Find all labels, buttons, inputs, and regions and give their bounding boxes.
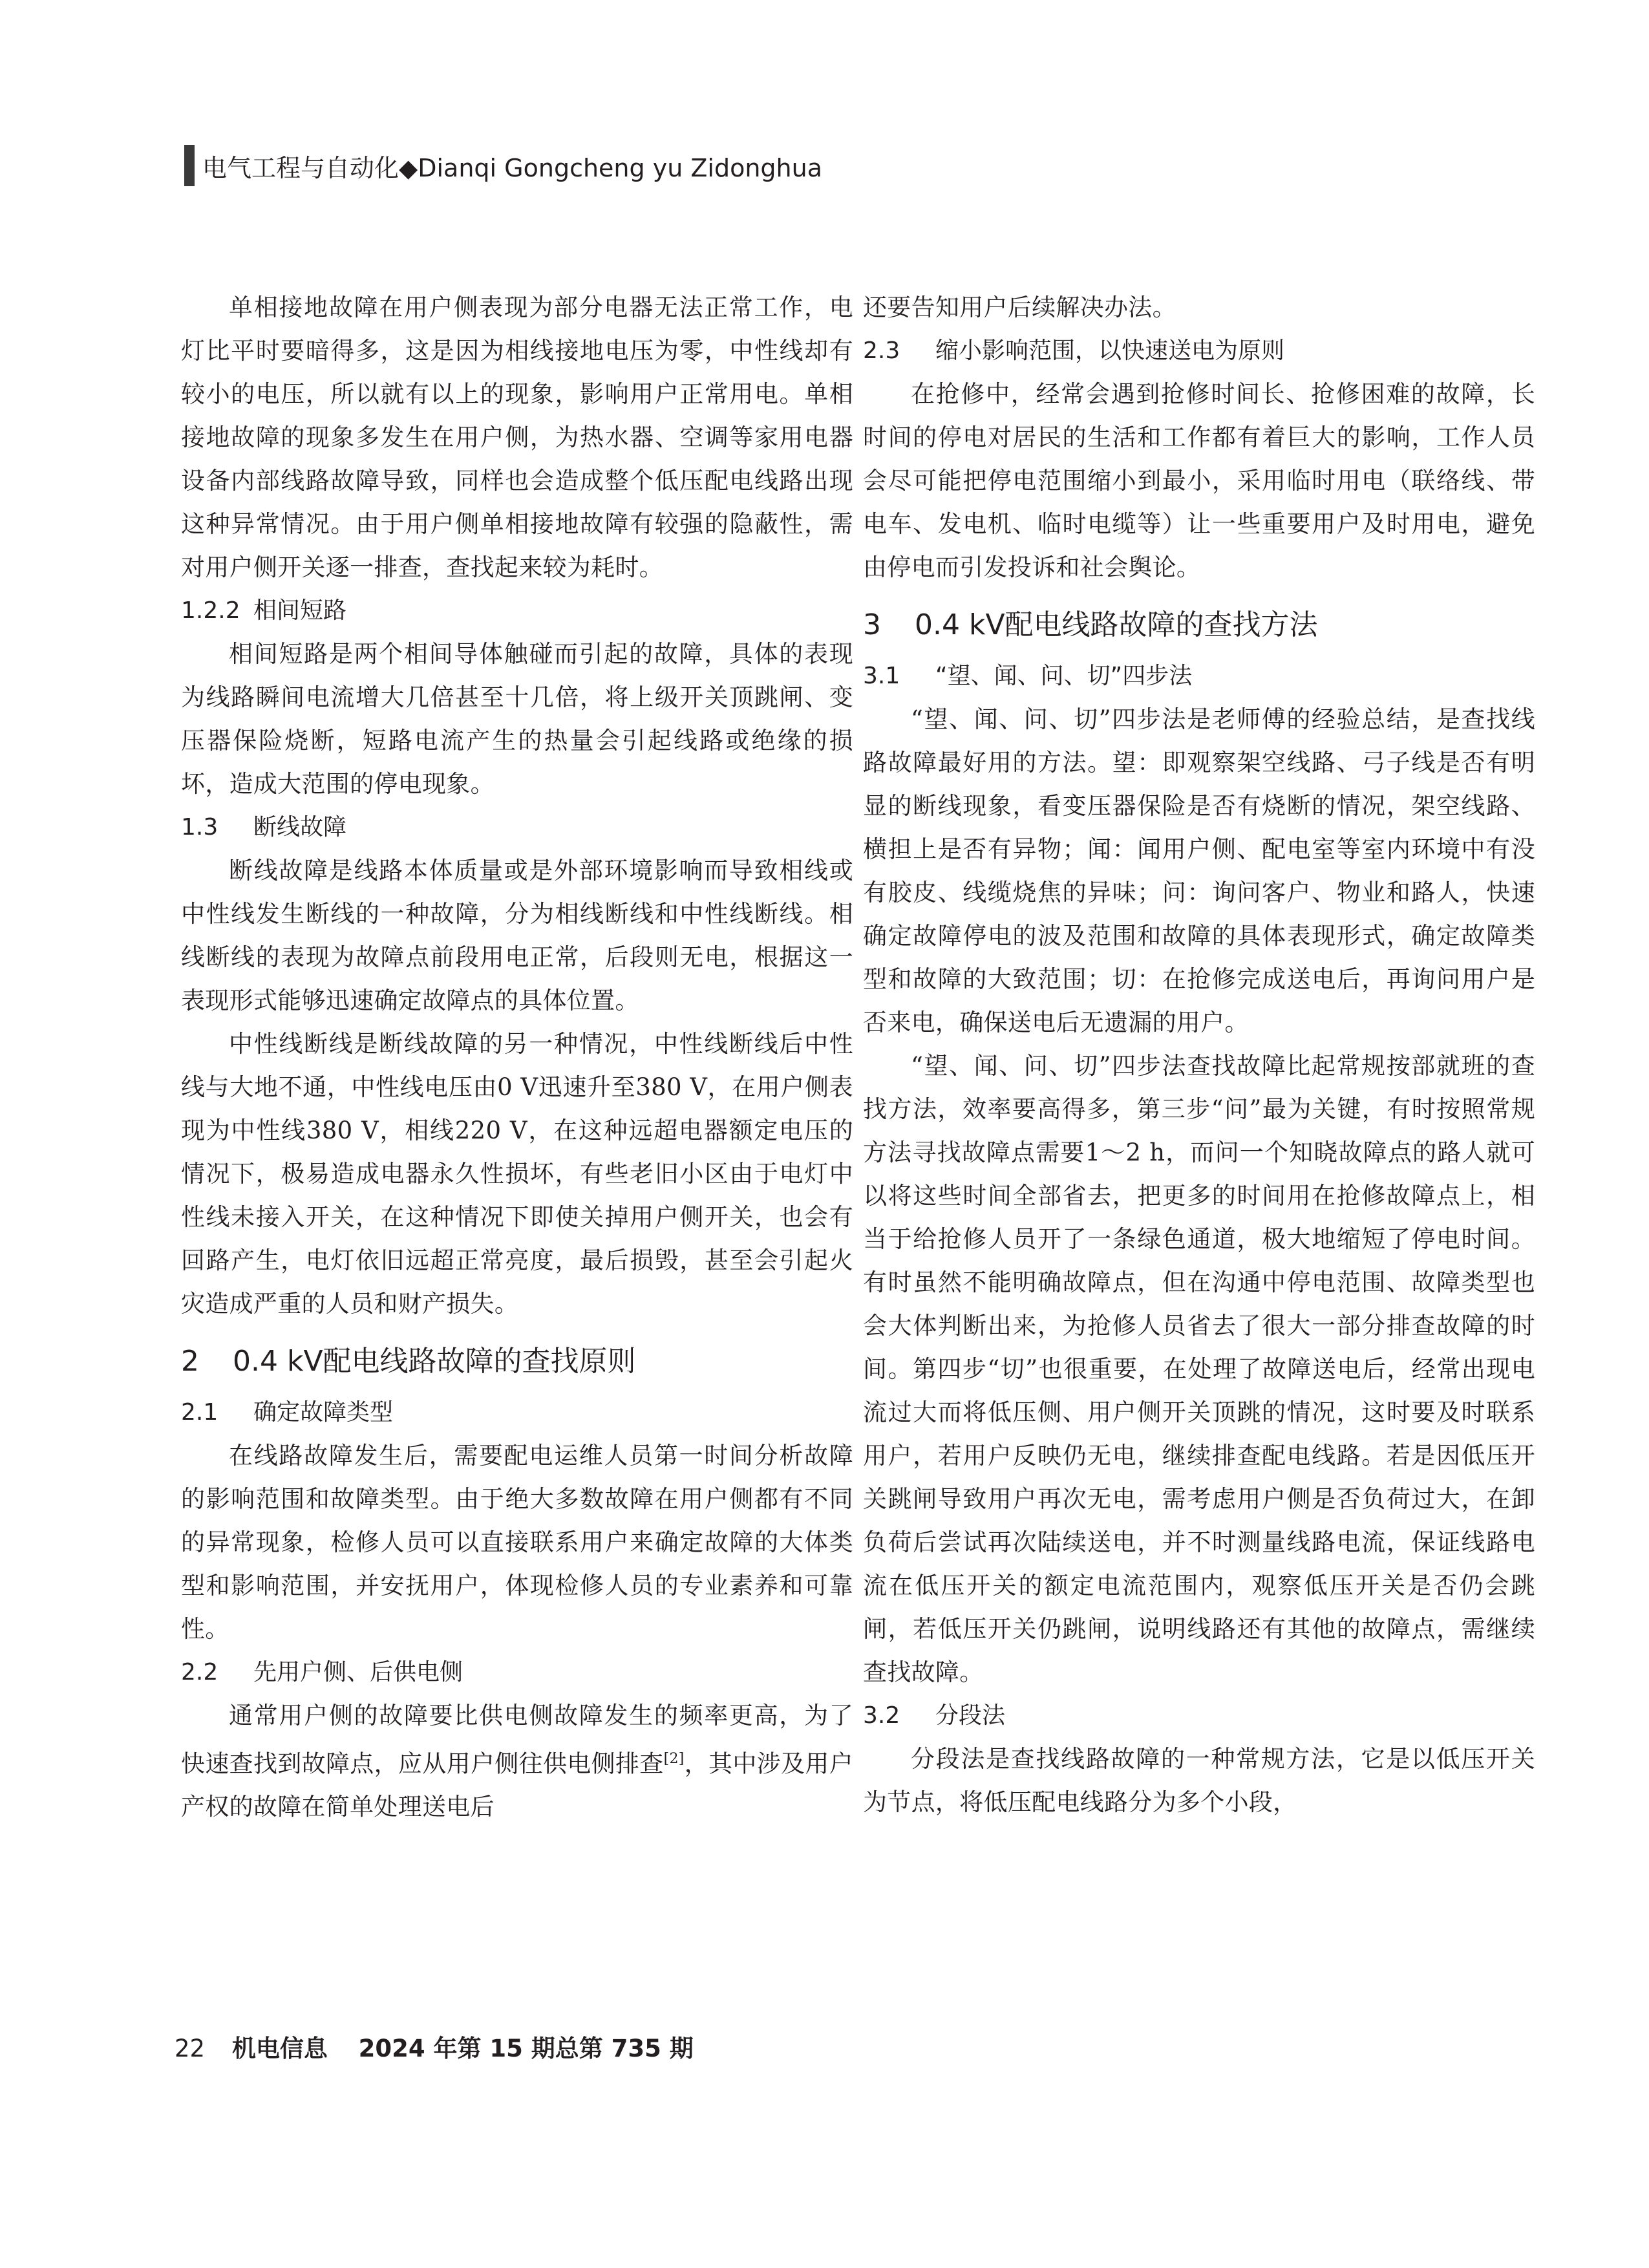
issue-info: 2024 年第 15 期总第 735 期 bbox=[358, 2035, 694, 2062]
paragraph: 在抢修中，经常会遇到抢修时间长、抢修困难的故障，长时间的停电对居民的生活和工作都有着巨大的影响，工作人员会尽可能把停电范围缩小到最小，采用临时用电（联络线、带电车、发电机、临时电缆等）让一些重要用户及时用电，避免由停电而引发投诉和社会舆论。 bbox=[863, 380, 1535, 581]
section-heading-1-3: 1.3 断线故障 bbox=[181, 814, 347, 840]
header-title: 电气工程与自动化◆Dianqi Gongcheng yu Zidonghua bbox=[202, 153, 822, 182]
paragraph: “望、闻、问、切”四步法查找故障比起常规按部就班的查找方法，效率要高得多，第三步“问”最为关键，有时按照常规方法寻找故障点需要1～2 h，而问一个知晓故障点的路人就可以将这些时间全部省去，把更多的时间用在抢修故障点上，相当于给抢修人员开了一条绿色通道，极大地缩短了停电时间。有时虽然不能明确故障点，但在沟通中停电范围、故障类型也会大体判断出来，为抢修人员省去了很大一部分排查故障的时间。第四步“切”也很重要，在处理了故障送电后，经常出现电流过大而将低压侧、用户侧开关顶跳的情况，这时要及时联系用户，若用户反映仍无电，继续排查配电线路。若是因低压开关跳闸导致用户再次无电，需考虑用户侧是否负荷过大，在卸负荷后尝试再次陆续送电，并不时测量线路电流，保证线路电流在低压开关的额定电流范围内，观察低压开关是否仍会跳闸，若低压开关仍跳闸，说明线路还有其他的故障点，需继续查找故障。 bbox=[863, 1052, 1535, 1686]
paragraph: 还要告知用户后续解决办法。 bbox=[863, 294, 1176, 321]
section-heading-3-2: 3.2 分段法 bbox=[863, 1702, 1006, 1729]
paragraph: “望、闻、问、切”四步法是老师傅的经验总结，是查找线路故障最好用的方法。望：即观察架空线路、弓子线是否有明显的断线现象，看变压器保险是否有烧断的情况，架空线路、横担上是否有异物；闻：闻用户侧、配电室等室内环境中有没有胶皮、线缆烧焦的异味；问：询问客户、物业和路人，快速确定故障停电的波及范围和故障的具体表现形式，确定故障类型和故障的大致范围；切：在抢修完成送电后，再询问用户是否来电，确保送电后无遗漏的用户。 bbox=[863, 705, 1535, 1036]
right-column bbox=[863, 286, 1535, 1824]
paragraph: 在线路故障发生后，需要配电运维人员第一时间分析故障的影响范围和故障类型。由于绝大多数故障在用户侧都有不同的异常现象，检修人员可以直接联系用户来确定故障的大体类型和影响范围，并安抚用户，体现检修人员的专业素养和可靠性。 bbox=[181, 1442, 853, 1643]
citation-ref[interactable]: [2] bbox=[663, 1751, 685, 1767]
section-heading-2-3: 2.3 缩小影响范围，以快速送电为原则 bbox=[863, 337, 1285, 364]
section-heading-1-2-2: 1.2.2 相间短路 bbox=[181, 597, 347, 624]
section-heading-2-2: 2.2 先用户侧、后供电侧 bbox=[181, 1659, 463, 1685]
page-footer bbox=[175, 2029, 694, 2064]
journal-name: 机电信息 bbox=[231, 2035, 328, 2062]
paragraph: 断线故障是线路本体质量或是外部环境影响而导致相线或中性线发生断线的一种故障，分为相线断线和中性线断线。相线断线的表现为故障点前段用电正常，后段则无电，根据这一表现形式能够迅速确定故障点的具体位置。 bbox=[181, 857, 853, 1014]
page-number: 22 bbox=[175, 2035, 206, 2062]
paragraph: 中性线断线是断线故障的另一种情况，中性线断线后中性线与大地不通，中性线电压由0 V迅速升至380 V，在用户侧表现为中性线380 V，相线220 V，在这种远超电器额定电压的情况下，极易造成电器永久性损坏，有些老旧小区由于电灯中性线未接入开关，在这种情况下即使关掉用户侧开关，也会有回路产生，电灯依旧远超正常亮度，最后损毁，甚至会引起火灾造成严重的人员和财产损失。 bbox=[181, 1030, 853, 1318]
paragraph: 相间短路是两个相间导体触碰而引起的故障，具体的表现为线路瞬间电流增大几倍甚至十几倍，将上级开关顶跳闸、变压器保险烧断，短路电流产生的热量会引起线路或绝缘的损坏，造成大范围的停电现象。 bbox=[181, 640, 853, 798]
paragraph: 通常用户侧的故障要比供电侧故障发生的频率更高，为了快速查找到故障点，应从用户侧往供电侧排查[2]，其中涉及用户产权的故障在简单处理送电后 bbox=[181, 1702, 853, 1821]
header-bar bbox=[184, 145, 195, 186]
section-heading-3-1: 3.1 “望、闻、问、切”四步法 bbox=[863, 663, 1193, 689]
section-heading-2: 2 0.4 kV配电线路故障的查找原则 bbox=[181, 1345, 636, 1378]
running-header bbox=[184, 146, 822, 185]
paragraph: 分段法是查找线路故障的一种常规方法，它是以低压开关为节点，将低压配电线路分为多个小段， bbox=[863, 1745, 1535, 1816]
section-heading-3: 3 0.4 kV配电线路故障的查找方法 bbox=[863, 608, 1318, 641]
left-column bbox=[181, 286, 853, 1828]
section-heading-2-1: 2.1 确定故障类型 bbox=[181, 1399, 394, 1426]
paragraph: 单相接地故障在用户侧表现为部分电器无法正常工作，电灯比平时要暗得多，这是因为相线接地电压为零，中性线却有较小的电压，所以就有以上的现象，影响用户正常用电。单相接地故障的现象多发生在用户侧，为热水器、空调等家用电器设备内部线路故障导致，同样也会造成整个低压配电线路出现这种异常情况。由于用户侧单相接地故障有较强的隐蔽性，需对用户侧开关逐一排查，查找起来较为耗时。 bbox=[181, 294, 853, 581]
